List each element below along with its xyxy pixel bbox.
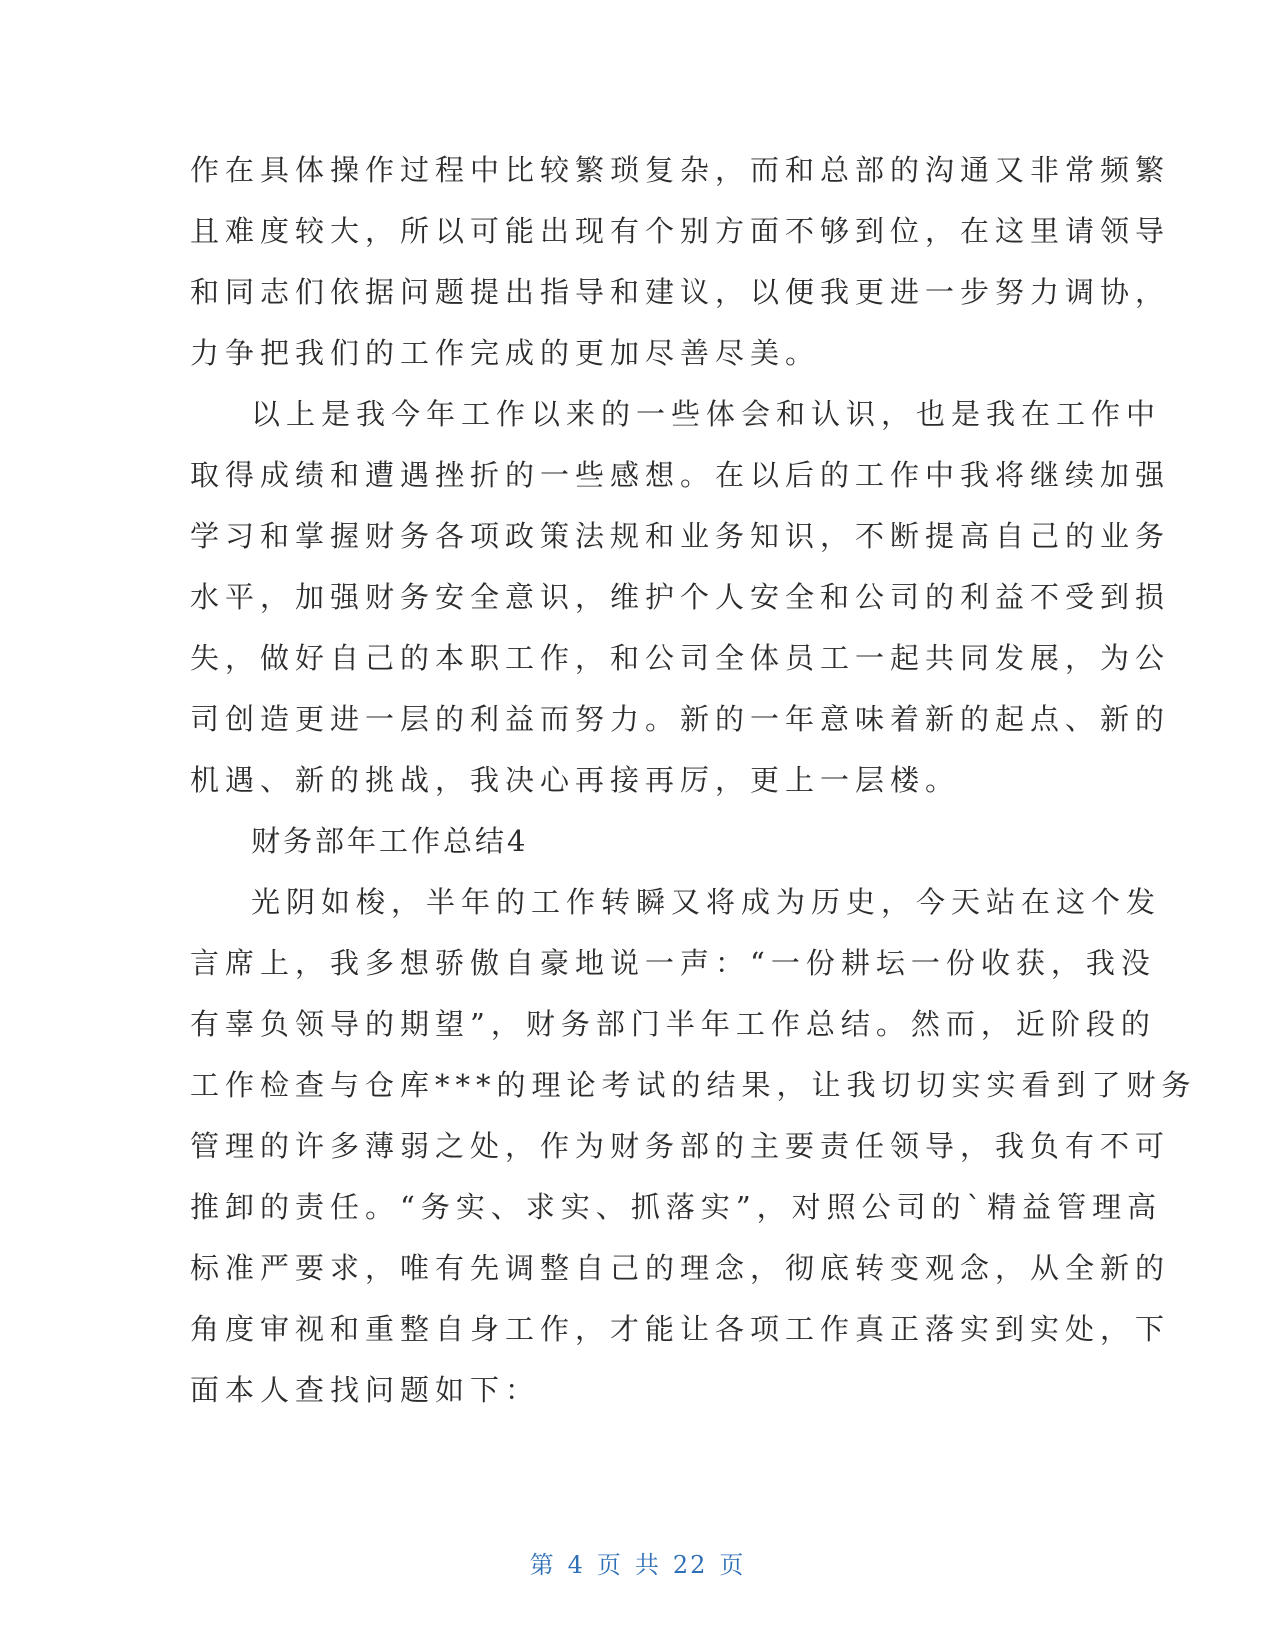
page-label-prefix: 第 bbox=[529, 1551, 556, 1579]
document-body bbox=[190, 140, 1197, 1421]
text-line: 角度审视和重整自身工作，才能让各项工作真正落实到实处，下 bbox=[190, 1312, 1171, 1346]
text-line: 且难度较大，所以可能出现有个别方面不够到位，在这里请领导 bbox=[190, 214, 1171, 248]
text-line: 标准严要求，唯有先调整自己的理念，彻底转变观念，从全新的 bbox=[190, 1251, 1171, 1285]
text-line: 言席上，我多想骄傲自豪地说一声：“一份耕坛一份收获，我没 bbox=[190, 946, 1156, 980]
text-line: 光阴如梭，半年的工作转瞬又将成为历史，今天站在这个发 bbox=[251, 885, 1162, 919]
text-line: 推卸的责任。“务实、求实、抓落实”，对照公司的`精益管理高 bbox=[190, 1190, 1163, 1224]
text-line: 有辜负领导的期望”，财务部门半年工作总结。然而，近阶段的 bbox=[190, 1007, 1156, 1041]
total-pages-number: 22 bbox=[672, 1551, 708, 1579]
text-line: 力争把我们的工作完成的更加尽善尽美。 bbox=[190, 336, 821, 370]
total-label-prefix: 共 bbox=[634, 1551, 661, 1579]
text-line: 司创造更进一层的利益而努力。新的一年意味着新的起点、新的 bbox=[190, 702, 1171, 736]
text-line: 管理的许多薄弱之处，作为财务部的主要责任领导，我负有不可 bbox=[190, 1129, 1171, 1163]
text-line: 水平，加强财务安全意识，维护个人安全和公司的利益不受到损 bbox=[190, 580, 1171, 614]
page-footer bbox=[0, 1545, 1275, 1580]
page-label-suffix: 页 bbox=[719, 1551, 746, 1579]
text-line: 面本人查找问题如下： bbox=[190, 1373, 541, 1407]
text-line: 作在具体操作过程中比较繁琐复杂，而和总部的沟通又非常频繁 bbox=[190, 153, 1171, 187]
text-line: 取得成绩和遭遇挫折的一些感想。在以后的工作中我将继续加强 bbox=[190, 458, 1171, 492]
text-line: 和同志们依据问题提出指导和建议，以便我更进一步努力调协， bbox=[190, 275, 1171, 309]
section-heading: 财务部年工作总结4 bbox=[251, 824, 529, 858]
current-page-number: 4 bbox=[567, 1551, 585, 1579]
text-line: 机遇、新的挑战，我决心再接再厉，更上一层楼。 bbox=[190, 763, 961, 797]
text-line: 学习和掌握财务各项政策法规和业务知识，不断提高自己的业务 bbox=[190, 519, 1171, 553]
text-line: 以上是我今年工作以来的一些体会和认识，也是我在工作中 bbox=[251, 397, 1162, 431]
text-line: 工作检查与仓库***的理论考试的结果，让我切切实实看到了财务 bbox=[190, 1068, 1197, 1102]
page-label-mid: 页 bbox=[596, 1551, 623, 1579]
text-line: 失，做好自己的本职工作，和公司全体员工一起共同发展，为公 bbox=[190, 641, 1171, 675]
